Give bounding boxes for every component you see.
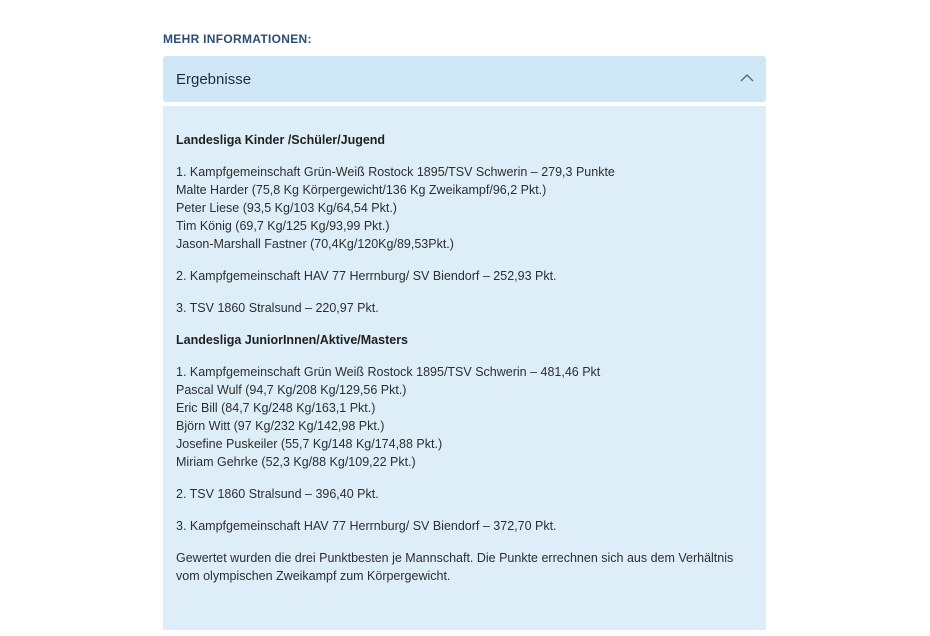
athlete-line: Malte Harder (75,8 Kg Körpergewicht/136 Kg Zweikampf/96,2 Pkt.) [176,183,547,197]
league-heading: Landesliga JuniorInnen/Aktive/Masters [176,333,409,347]
result-line: 3. Kampfgemeinschaft HAV 77 Herrnburg/ SV Biendorf – 372,70 Pkt. [176,519,557,533]
accordion-title: Ergebnisse [176,70,252,88]
team-result [176,363,753,471]
athlete-line: Pascal Wulf (94,7 Kg/208 Kg/129,56 Pkt.) [176,383,407,397]
result-line: 2. TSV 1860 Stralsund – 396,40 Pkt. [176,487,379,501]
result-line: 1. Kampfgemeinschaft Grün Weiß Rostock 1895/TSV Schwerin – 481,46 Pkt [176,365,601,379]
athlete-line: Björn Witt (97 Kg/232 Kg/142,98 Pkt.) [176,419,385,433]
athlete-line: Jason-Marshall Fastner (70,4Kg/120Kg/89,53Pkt.) [176,237,454,251]
team-result [176,163,753,253]
athlete-line: Eric Bill (84,7 Kg/248 Kg/163,1 Pkt.) [176,401,376,415]
result-line: 1. Kampfgemeinschaft Grün-Weiß Rostock 1895/TSV Schwerin – 279,3 Punkte [176,165,615,179]
section-label: MEHR INFORMATIONEN: [163,32,312,46]
scoring-note [176,549,753,585]
result-line: 3. TSV 1860 Stralsund – 220,97 Pkt. [176,301,379,315]
team-result [176,299,753,317]
result-line: 2. Kampfgemeinschaft HAV 77 Herrnburg/ SV Biendorf – 252,93 Pkt. [176,269,557,283]
league-heading: Landesliga Kinder /Schüler/Jugend [176,133,386,147]
note-line: Gewertet wurden die drei Punktbesten je Mannschaft. Die Punkte errechnen sich aus dem Verhältnis [176,551,734,565]
athlete-line: Peter Liese (93,5 Kg/103 Kg/64,54 Pkt.) [176,201,397,215]
team-result [176,267,753,285]
athlete-line: Miriam Gehrke (52,3 Kg/88 Kg/109,22 Pkt.) [176,455,416,469]
athlete-line: Josefine Puskeiler (55,7 Kg/148 Kg/174,88 Pkt.) [176,437,443,451]
athlete-line: Tim König (69,7 Kg/125 Kg/93,99 Pkt.) [176,219,390,233]
note-line: vom olympischen Zweikampf zum Körpergewicht. [176,569,451,583]
accordion-header-ergebnisse[interactable] [163,56,766,102]
team-result [176,517,753,535]
chevron-up-icon[interactable] [740,73,754,83]
team-result [176,485,753,503]
accordion-content [163,106,766,630]
